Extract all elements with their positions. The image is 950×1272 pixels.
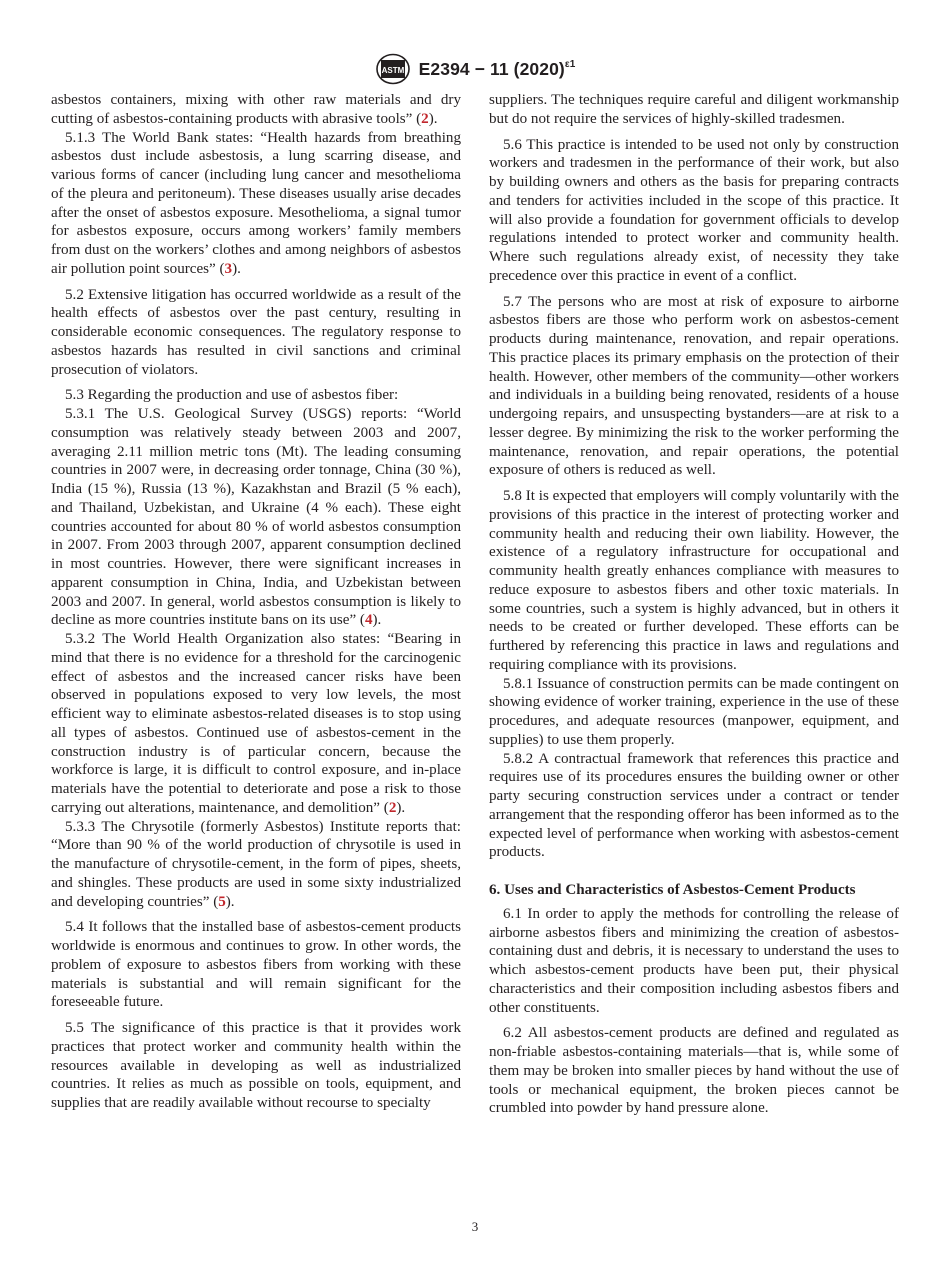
paragraph-5-5: 5.5 The significance of this practice is that it provides work practices that protect worker and community health within the resources available in developing as well as industrialized countries. It relies as much as possible on tools, equipment, and supplies that are readily available without recourse to specialty (51, 1020, 461, 1111)
paragraph-5-2: 5.2 Extensive litigation has occurred worldwide as a result of the health effects of asbestos over the past century, resulting in considerable economic consequences. The regulatory response to asbestos hazards has resulted in civil sanctions and criminal prosecution of violators. (51, 286, 461, 378)
paragraph: asbestos containers, mixing with other raw materials and dry cutting of asbestos-containing products with abrasive tools” (2). (51, 92, 461, 127)
paragraph: suppliers. The techniques require careful and diligent workmanship but do not require the services of highly-skilled tradesmen. (489, 92, 899, 127)
paragraph-5-6: 5.6 This practice is intended to be used not only by construction workers and tradesmen in the performance of their work, but also by building owners and others as the basis for preparing contracts and tenders for activities included in the scope of this practice. It will also provide a foundation for government officials to develop regulations intended to protect worker and community health. Where such regulations already exist, of necessity they take precedence over this practice in event of a conflict. (489, 136, 899, 284)
reference-link[interactable]: 2 (421, 110, 429, 127)
paragraph-5-8: 5.8 It is expected that employers will comply voluntarily with the provisions of this practice in the interest of protecting worker and community health and reducing their own liability. However, the existence of a regulatory infrastructure for occupational and community health greatly enhances compliance with measures to reduce exposure to asbestos fibers and other toxic materials. In some countries, such a system is highly advanced, but in others it needs to be created or further developed. These efforts can be furthered by referencing this practice in laws and regulations and requiring compliance with its provisions. (489, 488, 899, 673)
paragraph-6-2: 6.2 All asbestos-cement products are defined and regulated as non-friable asbestos-containing materials—that is, while some of them may be broken into smaller pieces by hand without the use of tools or mechanical equipment, the broken pieces cannot be crumbled into powder by hand pressure alone. (489, 1025, 899, 1117)
paragraph-5-4: 5.4 It follows that the installed base of asbestos-cement products worldwide is enormous and continues to grow. In other words, the problem of exposure to asbestos fibers from working with these materials is substantial and will remain significant for the foreseeable future. (51, 919, 461, 1011)
paragraph-5-3-3: 5.3.3 The Chrysotile (formerly Asbestos) Institute reports that: “More than 90 % of the world production of chrysotile is used in the manufacture of chrysotile-cement, in the form of pipes, sheets, and shingles. These products are used in some sixty industrialized and developing countries” (5). (51, 818, 461, 910)
paragraph-5-8-2: 5.8.2 A contractual framework that references this practice and requires use of its procedures ensures the building owner or other party securing construction services under a contract or tender arrangement that the responding offeror has been informed as to the expected level of performance when working with asbestos-cement products. (489, 750, 899, 861)
left-column (51, 91, 461, 1113)
paragraph-6-1: 6.1 In order to apply the methods for controlling the release of airborne asbestos fibers and minimizing the creation of asbestos-containing dust and debris, it is necessary to understand the uses to which asbestos-cement products have been put, their physical characteristics and their composition including asbestos fibers and other constituents. (489, 905, 899, 1016)
reference-link[interactable]: 5 (218, 893, 226, 910)
page-header (0, 52, 950, 86)
reference-link[interactable]: 2 (388, 799, 397, 816)
paragraph-5-7: 5.7 The persons who are most at risk of exposure to airborne asbestos fibers are those who perform work on asbestos-cement products during maintenance, renovation, and repair operations. This practice places its primary emphasis on the protection of their health. However, other members of the community—other workers and individuals in a building being renovated, residents of a house undergoing repairs, and unsuspecting bystanders—are at risk to a lesser degree. By minimizing the risk to the worker performing the maintenance, renovation, and repair operations, the potential exposure of others is reduced as well. (489, 293, 899, 479)
paragraph-5-3-2: 5.3.2 The World Health Organization also states: “Bearing in mind that there is no evidence for a threshold for the carcinogenic effect of asbestos and the increased cancer risks have been observed in populations exposed to very low levels, the most efficient way to eliminate asbestos-related diseases is to stop using all types of asbestos. Continued use of asbestos-cement in the construction industry is of particular concern, because the workforce is large, it is difficult to control exposure, and in-place materials have the potential to deteriorate and pose a risk to those carrying out alterations, maintenance, and demolition” (2). (51, 631, 461, 816)
right-column (489, 91, 899, 1118)
section-heading: 6. Uses and Characteristics of Asbestos-Cement Products (489, 882, 856, 898)
paragraph-5-1-3: 5.1.3 The World Bank states: “Health hazards from breathing asbestos dust include asbestosis, a lung scarring disease, and various forms of cancer (including lung cancer and mesothelioma of the pleura and peritoneum). These diseases usually arise decades after the onset of asbestos exposure. Mesothelioma, a signal tumor for asbestos exposure, occurs among workers’ family members from dust on the workers’ clothes and among neighbors of asbestos air pollution point sources” (3). (51, 129, 461, 277)
page-number: 3 (471, 1219, 479, 1234)
designation-superscript: ε1 (564, 58, 576, 70)
paragraph-5-3: 5.3 Regarding the production and use of asbestos fiber: (65, 387, 399, 404)
paragraph-5-3-1: 5.3.1 The U.S. Geological Survey (USGS) reports: “World consumption was relatively steady between 2003 and 2007, averaging 2.11 million metric tons (Mt). The leading consuming countries in 2007 were, in decreasing order tonnage, China (30 %), India (15 %), Russia (13 %), Kazakhstan and Brazil (5 % each), and Thailand, Uzbekistan, and Ukraine (4 % each). These eight countries accounted for about 80 % of world asbestos consumption in 2007. From 2003 through 2007, apparent consumption declined in most countries. However, there were significant increases in apparent consumption in China, India, and Uzbekistan between 2003 and 2007. In general, world asbestos consumption is likely to decline as more countries institute bans on its use” (4). (51, 406, 461, 629)
svg-text:ASTM: ASTM (381, 66, 404, 75)
reference-link[interactable]: 3 (224, 260, 233, 277)
paragraph-5-8-1: 5.8.1 Issuance of construction permits can be made contingent on showing evidence of worker training, experience in the use of these procedures, and adequate resources (manpower, equipment, and supplies) to use them properly. (489, 675, 899, 748)
document-designation: E2394 − 11 $(2020)^{\varepsilon 1}$ (418, 58, 576, 79)
astm-logo-icon (375, 53, 411, 85)
reference-link[interactable]: 4 (364, 612, 373, 629)
